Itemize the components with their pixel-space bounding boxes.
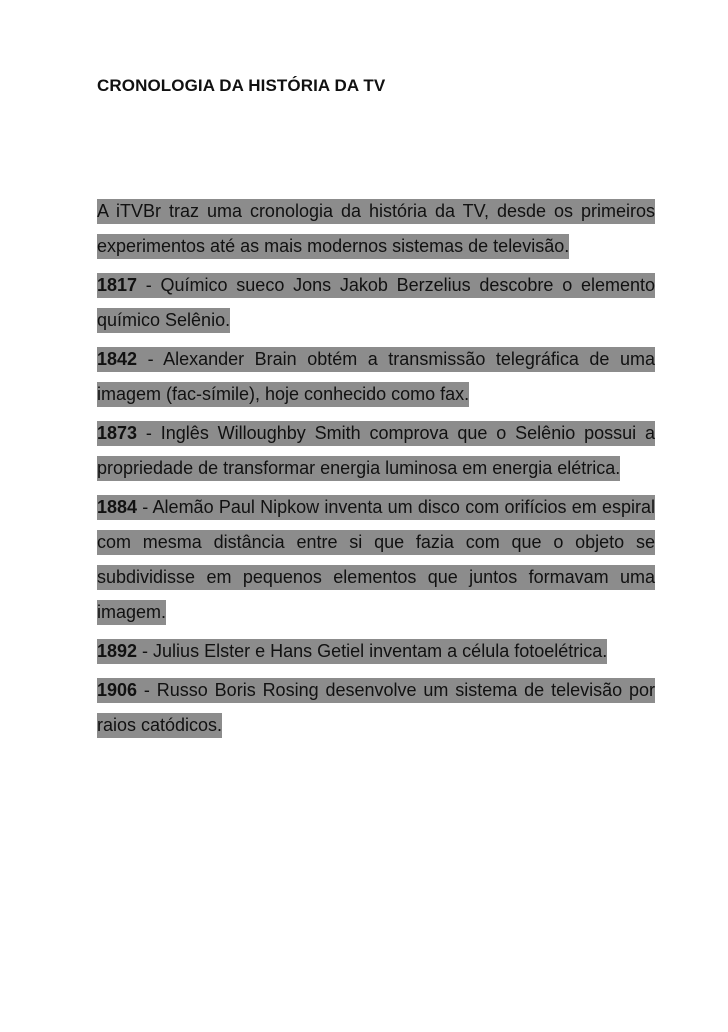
entry-year: 1906 <box>97 678 137 703</box>
entry-text: - Alexander Brain obtém a transmissão telegráfica de uma imagem (fac-símile), hoje conhecido como fax. <box>97 347 655 407</box>
document-title: CRONOLOGIA DA HISTÓRIA DA TV <box>97 76 386 95</box>
entry-text: - Julius Elster e Hans Getiel inventam a célula fotoelétrica. <box>137 639 607 664</box>
entry-year: 1873 <box>97 421 137 446</box>
document-body <box>97 194 655 743</box>
timeline-entry <box>97 268 655 338</box>
entry-year: 1884 <box>97 495 137 520</box>
entry-year: 1842 <box>97 347 137 372</box>
entry-text: - Alemão Paul Nipkow inventa um disco com orifícios em espiral com mesma distância entre si que fazia com que o objeto se subdividisse em pequenos elementos que juntos formavam uma imagem. <box>97 495 655 625</box>
intro-text: A iTVBr traz uma cronologia da história da TV, desde os primeiros experimentos até as mais modernos sistemas de televisão. <box>97 199 655 259</box>
intro-paragraph <box>97 194 655 264</box>
entry-text: - Químico sueco Jons Jakob Berzelius descobre o elemento químico Selênio. <box>97 273 655 333</box>
timeline-entry <box>97 342 655 412</box>
timeline-entry <box>97 416 655 486</box>
entry-year: 1817 <box>97 273 137 298</box>
entry-year: 1892 <box>97 639 137 664</box>
entry-text: - Inglês Willoughby Smith comprova que o Selênio possui a propriedade de transformar energia luminosa em energia elétrica. <box>97 421 655 481</box>
entry-text: - Russo Boris Rosing desenvolve um sistema de televisão por raios catódicos. <box>97 678 655 738</box>
timeline-entry <box>97 490 655 630</box>
timeline-entry <box>97 673 655 743</box>
timeline-entry <box>97 634 655 669</box>
